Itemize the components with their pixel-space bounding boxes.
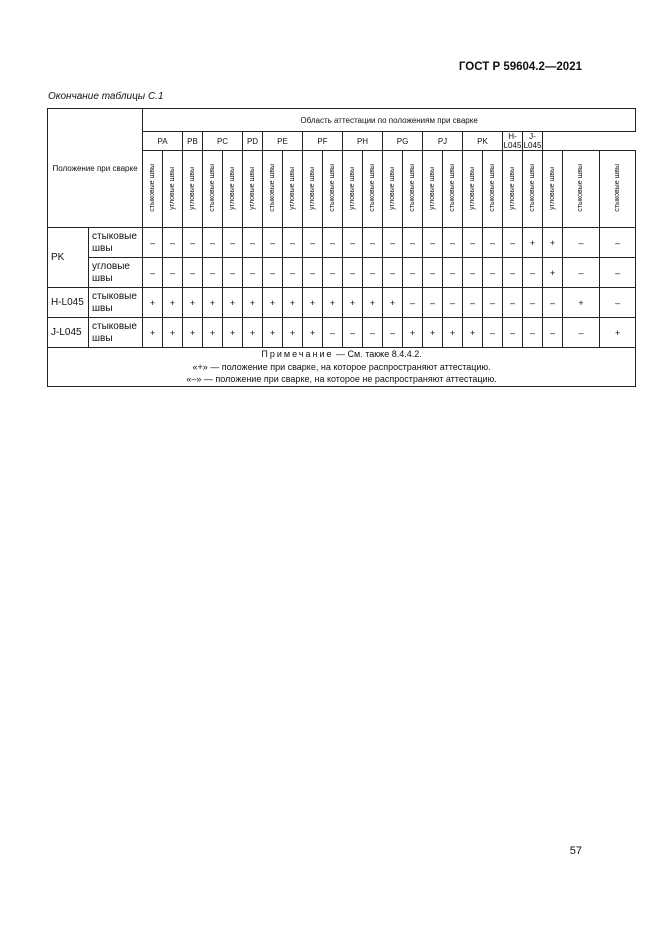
value-cell: – [563,228,600,258]
value-cell: – [243,258,263,288]
weld-type-header [343,151,363,228]
value-cell: – [223,258,243,288]
value-cell: + [443,318,463,348]
note-line-minus: «–» — положение при сварке, на которое не распространяют аттестацию. [186,374,497,384]
value-cell: + [423,318,443,348]
weld-type-header [383,151,403,228]
value-cell: + [543,258,563,288]
value-cell: – [503,228,523,258]
value-cell: – [343,318,363,348]
weld-type-header [323,151,343,228]
value-cell: – [383,318,403,348]
weld-type-header [283,151,303,228]
weld-type-header [263,151,283,228]
weld-type-label: угловые швы [428,166,436,210]
value-cell: – [143,258,163,288]
weld-type-label: стыковые швы [208,164,216,212]
value-cell: – [463,228,483,258]
table-row [48,228,636,258]
value-cell: – [403,258,423,288]
weld-type-header [403,151,423,228]
value-cell: – [283,228,303,258]
value-cell: – [600,288,636,318]
value-cell: – [163,258,183,288]
value-cell: + [203,318,223,348]
pos-PE: PE [263,132,303,151]
value-cell: + [600,318,636,348]
weld-type-label: стыковые швы [577,164,585,212]
value-cell: – [543,288,563,318]
value-cell: – [203,228,223,258]
row-sub-label: угловые швы [89,258,143,288]
weld-type-header [523,151,543,228]
table-note [48,348,636,387]
value-cell: – [463,288,483,318]
value-cell: – [563,258,600,288]
qualification-table [47,108,636,387]
standard-number: ГОСТ Р 59604.2—2021 [458,61,582,73]
value-cell: – [203,258,223,288]
value-cell: – [483,228,503,258]
value-cell: – [523,288,543,318]
weld-type-label: угловые швы [468,166,476,210]
row-label: PK [48,228,89,288]
value-cell: – [523,318,543,348]
weld-type-label: угловые швы [348,166,356,210]
pos-H-L045: H-L045 [503,132,522,150]
pos-PK: PK [463,132,503,151]
value-cell: – [303,258,323,288]
value-cell: – [600,228,636,258]
weld-type-header [143,151,163,228]
value-cell: – [183,258,203,288]
value-cell: + [203,288,223,318]
pos-PC: PC [203,132,243,151]
value-cell: + [223,288,243,318]
area-header: Область аттестации по положениям при сварке [143,109,636,132]
weld-type-header [363,151,383,228]
value-cell: – [263,258,283,288]
value-cell: – [543,318,563,348]
value-cell: + [223,318,243,348]
weld-type-header [443,151,463,228]
value-cell: – [563,318,600,348]
weld-type-label: угловые швы [168,166,176,210]
value-cell: – [323,258,343,288]
position-header: Положение при сварке [48,109,143,228]
value-cell: – [463,258,483,288]
weld-type-header [503,151,523,228]
value-cell: – [183,228,203,258]
value-cell: + [243,318,263,348]
weld-type-label: угловые швы [188,166,196,210]
weld-type-label: стыковые швы [328,164,336,212]
weld-type-header [163,151,183,228]
weld-type-label: стыковые швы [368,164,376,212]
pos-PD: PD [243,132,263,151]
weld-type-header [600,151,636,228]
table-row [48,288,636,318]
value-cell: – [363,228,383,258]
value-cell: – [483,318,503,348]
value-cell: + [303,288,323,318]
value-cell: + [163,288,183,318]
value-cell: – [600,258,636,288]
weld-type-header [223,151,243,228]
value-cell: – [303,228,323,258]
value-cell: + [283,288,303,318]
value-cell: – [263,228,283,258]
value-cell: – [283,258,303,288]
value-cell: – [503,318,523,348]
pos-J-L045: J-L045 [523,132,542,150]
value-cell: – [343,258,363,288]
value-cell: – [503,288,523,318]
row-sub-label: стыковые швы [89,318,143,348]
value-cell: + [463,318,483,348]
value-cell: + [303,318,323,348]
value-cell: – [503,258,523,288]
value-cell: – [443,258,463,288]
value-cell: + [263,318,283,348]
value-cell: – [343,228,363,258]
value-cell: – [163,228,183,258]
table-caption: Окончание таблицы С.1 [48,91,164,102]
weld-type-label: стыковые швы [268,164,276,212]
weld-type-header [463,151,483,228]
row-label: H-L045 [48,288,89,318]
value-cell: – [443,288,463,318]
table-row [48,258,636,288]
value-cell: – [383,258,403,288]
value-cell: + [143,288,163,318]
value-cell: – [423,258,443,288]
note-line-plus: «+» — положение при сварке, на которое распространяют аттестацию. [192,361,491,372]
value-cell: + [323,288,343,318]
weld-type-label: угловые швы [228,166,236,210]
weld-type-label: угловые швы [388,166,396,210]
note-first-line [48,348,635,361]
weld-type-header [243,151,263,228]
value-cell: + [543,228,563,258]
table-row [48,318,636,348]
value-cell: + [183,288,203,318]
value-cell: – [443,228,463,258]
value-cell: + [523,228,543,258]
note-text: — См. также 8.4.4.2. [336,349,422,359]
weld-type-header [303,151,323,228]
value-cell: + [283,318,303,348]
pos-PB: PB [183,132,203,151]
value-cell: – [383,228,403,258]
pos-PJ: PJ [423,132,463,151]
value-cell: – [423,288,443,318]
pos-PG: PG [383,132,423,151]
weld-type-label: угловые швы [548,166,556,210]
pos-PA: PA [143,132,183,151]
value-cell: – [363,258,383,288]
note-row [48,348,636,387]
value-cell: – [323,318,343,348]
value-cell: + [383,288,403,318]
weld-type-label: угловые швы [508,166,516,210]
value-cell: – [323,228,343,258]
value-cell: + [563,288,600,318]
weld-type-label: угловые швы [308,166,316,210]
weld-type-label: стыковые швы [528,164,536,212]
value-cell: – [403,288,423,318]
weld-type-label: стыковые швы [488,164,496,212]
weld-type-label: угловые швы [248,166,256,210]
value-cell: + [263,288,283,318]
row-sub-label: стыковые швы [89,288,143,318]
value-cell: – [363,318,383,348]
value-cell: + [163,318,183,348]
weld-type-label: стыковые швы [408,164,416,212]
weld-type-header [423,151,443,228]
value-cell: – [143,228,163,258]
value-cell: + [143,318,163,348]
row-sub-label: стыковые швы [89,228,143,258]
page-number: 57 [569,845,582,857]
value-cell: – [403,228,423,258]
weld-type-label: стыковые швы [613,164,621,212]
weld-type-header [483,151,503,228]
value-cell: – [243,228,263,258]
weld-type-label: стыковые швы [448,164,456,212]
value-cell: + [403,318,423,348]
value-cell: + [243,288,263,318]
value-cell: – [483,258,503,288]
weld-type-header [563,151,600,228]
value-cell: – [423,228,443,258]
value-cell: + [343,288,363,318]
weld-type-label: стыковые швы [148,164,156,212]
value-cell: – [523,258,543,288]
row-label: J-L045 [48,318,89,348]
value-cell: – [483,288,503,318]
pos-PF: PF [303,132,343,151]
weld-type-header [183,151,203,228]
value-cell: – [223,228,243,258]
note-label: Примечание [261,349,334,359]
weld-type-header [543,151,563,228]
value-cell: + [363,288,383,318]
value-cell: + [183,318,203,348]
weld-type-label: угловые швы [288,166,296,210]
weld-type-header [203,151,223,228]
pos-PH: PH [343,132,383,151]
